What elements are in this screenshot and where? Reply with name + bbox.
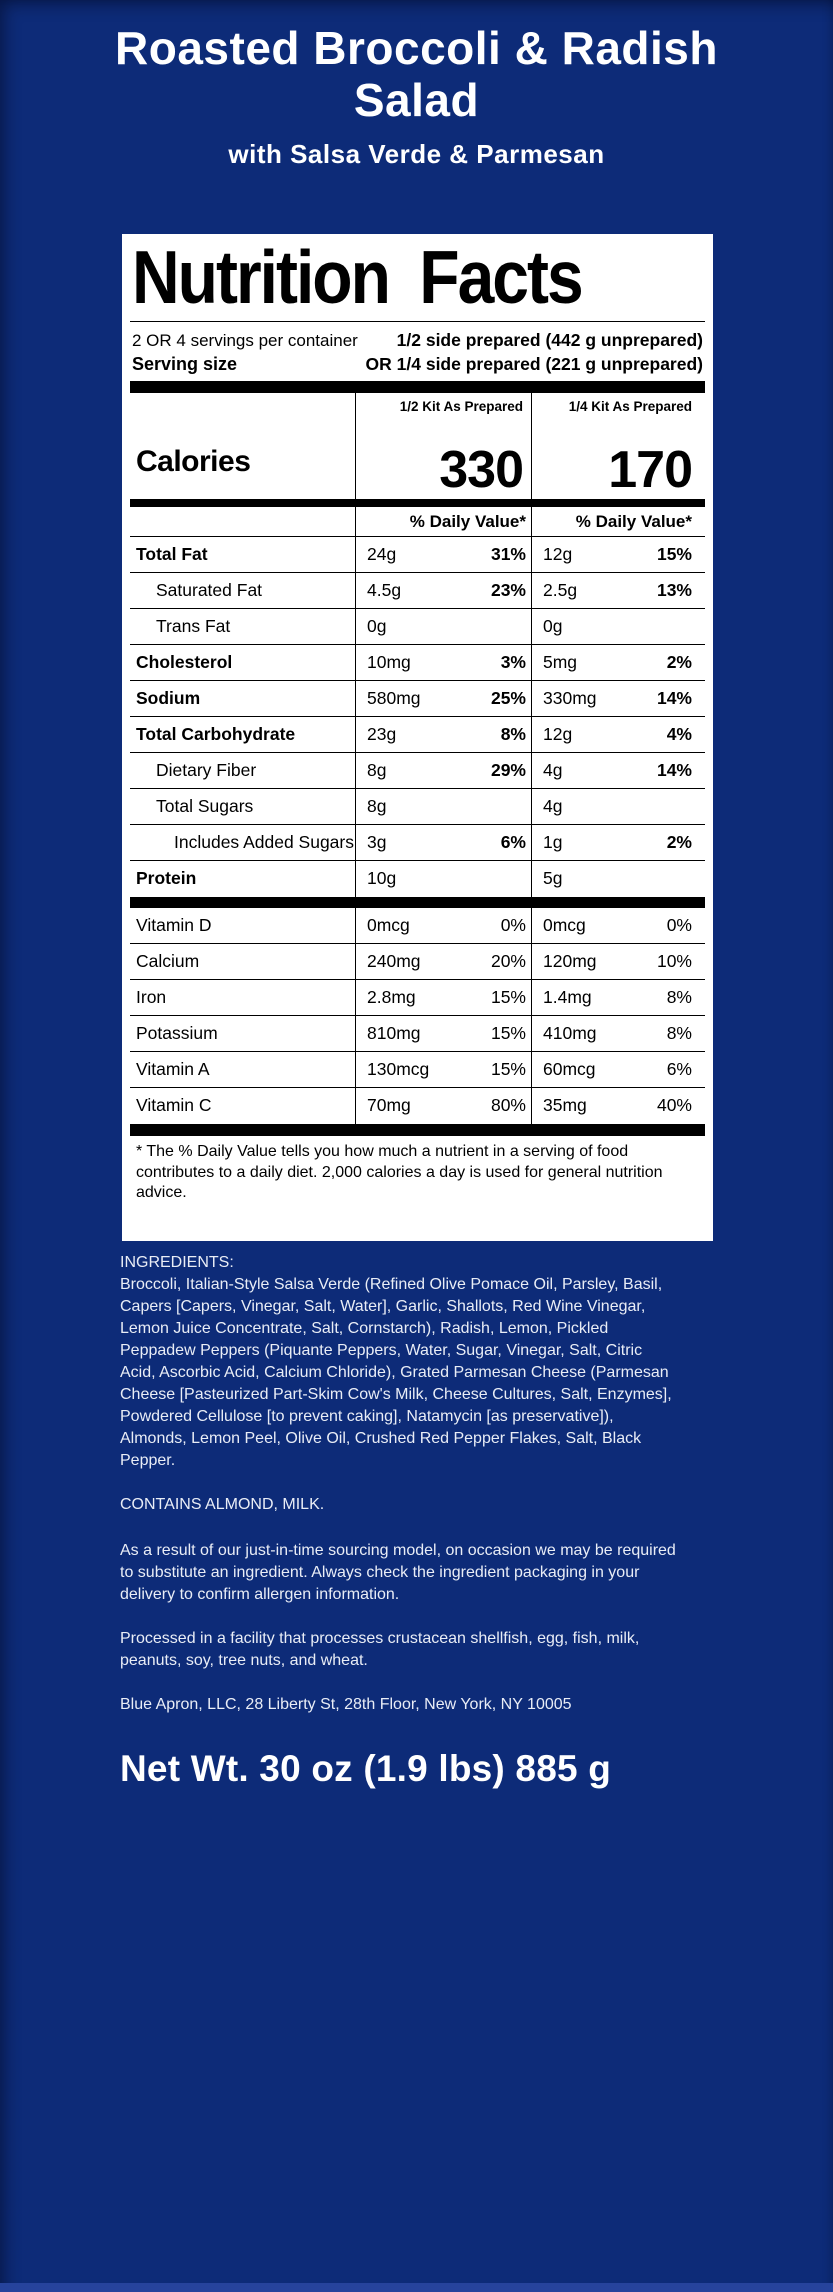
nutrient-col1: [355, 645, 531, 681]
amount: 120mg: [543, 951, 597, 971]
amount: 0g: [543, 616, 563, 636]
nutrient-name: Saturated Fat: [130, 573, 355, 609]
nutrient-name: Calcium: [130, 944, 355, 980]
micronutrient-row-vitamin-d: [130, 908, 705, 944]
bar-segment: [130, 897, 355, 908]
col2-calories-value: 170: [608, 441, 692, 500]
nutrient-row-trans-fat: [130, 609, 705, 645]
nutrient-row-protein: [130, 861, 705, 897]
daily-value: 40%: [656, 1095, 692, 1115]
daily-value: 23%: [490, 580, 526, 600]
nutrient-name: Vitamin A: [130, 1052, 355, 1088]
amount: 70mg: [367, 1095, 411, 1115]
amount: 2.5g: [543, 580, 578, 600]
calories-label: Calories: [136, 445, 251, 478]
amount: 5g: [543, 868, 563, 888]
amount: 60mcg: [543, 1059, 596, 1079]
nutrient-row-total-carbohydrate: [130, 717, 705, 753]
bar-segment: [531, 499, 705, 507]
serving-size-line2: OR 1/4 side prepared (221 g unprepared): [365, 353, 703, 374]
nutrient-name: Total Fat: [130, 537, 355, 573]
amount: 130mcg: [367, 1059, 430, 1079]
amount: 5mg: [543, 652, 578, 672]
nutrient-row-added-sugars: [130, 825, 705, 861]
amount: 2.8mg: [367, 987, 416, 1007]
nutrient-col2: [531, 825, 705, 861]
divider-bar-row: [130, 897, 705, 908]
amount: 0g: [367, 616, 387, 636]
daily-value: 15%: [490, 1023, 526, 1043]
nutrient-col2: [531, 681, 705, 717]
amount: 10mg: [367, 652, 411, 672]
daily-value: 8%: [500, 724, 526, 744]
calories-col1: [355, 393, 531, 499]
daily-value-footnote: * The % Daily Value tells you how much a nutrient in a serving of food contributes to a daily diet. 2,000 calories a day is used for general nutrition advice.: [136, 1143, 663, 1201]
serving-size-value: [366, 329, 703, 376]
nutrient-name: Protein: [136, 868, 197, 888]
bar-segment: [355, 499, 531, 507]
ingredients-heading: INGREDIENTS:: [120, 1254, 234, 1271]
nutrient-col2: [531, 908, 705, 944]
amount: 4g: [543, 760, 563, 780]
nutrient-col2: [531, 789, 705, 825]
substitution-note: As a result of our just-in-time sourcing model, on occasion we may be required to substitute an ingredient. Always check the ingredient packaging in your delivery to confirm allergen information.: [120, 1542, 676, 1603]
nutrient-col2: [531, 944, 705, 980]
amount: 4.5g: [367, 580, 402, 600]
nutrient-name: Potassium: [130, 1016, 355, 1052]
nutrient-col2: [531, 1052, 705, 1088]
amount: 23g: [367, 724, 397, 744]
daily-value: 6%: [500, 832, 526, 852]
micronutrient-row-iron: [130, 980, 705, 1016]
micronutrient-row-potassium: [130, 1016, 705, 1052]
nutrient-name: Includes Added Sugars: [130, 825, 355, 861]
divider-bar-thick: [130, 1124, 705, 1136]
amount: 35mg: [543, 1095, 587, 1115]
nutrient-row-total-fat: [130, 537, 705, 573]
daily-value: 14%: [656, 688, 692, 708]
daily-value: 14%: [656, 760, 692, 780]
nutrient-name: Vitamin D: [130, 908, 355, 944]
empty-cell: [130, 507, 355, 537]
nutrient-name: Vitamin C: [136, 1095, 212, 1115]
nutrient-col1: [355, 980, 531, 1016]
nutrient-name: Total Sugars: [130, 789, 355, 825]
amount: 3g: [367, 832, 387, 852]
daily-value: 3%: [500, 652, 526, 672]
daily-value: 8%: [666, 1023, 692, 1043]
bar-segment: [355, 897, 531, 908]
ingredients-list: Broccoli, Italian-Style Salsa Verde (Refined Olive Pomace Oil, Parsley, Basil, Capers [Capers, Vinegar, Salt, Water], Garlic, Shallots, Red Wine Vinegar, Lemon Juice Concentrate, Salt, Cornstarch), Radish, Lemon, Pickled Peppadew Peppers (Piquante Peppers, Water, Sugar, Vinegar, Salt, Citric Acid, Ascorbic Acid, Calcium Chloride), Grated Parmesan Cheese (Parmesan Cheese [Pasteurized Part-Skim Cow's Milk, Cheese Cultures, Salt, Enzymes], Powdered Cellulose [to prevent caking], Natamycin [as preservative]), Almonds, Lemon Peel, Olive Oil, Crushed Red Pepper Flakes, Salt, Black Pepper.: [120, 1276, 672, 1469]
amount: 12g: [543, 724, 573, 744]
daily-value: 15%: [656, 544, 692, 564]
amount: 0mcg: [367, 915, 410, 935]
micronutrient-row-vitamin-c: [130, 1088, 705, 1124]
nutrient-col2: [531, 645, 705, 681]
daily-value: 80%: [490, 1095, 526, 1115]
col2-dv-header: % Daily Value*: [531, 507, 705, 537]
nutrient-row-total-sugars: [130, 789, 705, 825]
amount: 12g: [543, 544, 573, 564]
amount: 24g: [367, 544, 397, 564]
nutrient-col2: [531, 1016, 705, 1052]
serving-left: [132, 329, 358, 376]
nutrient-name: Sodium: [130, 681, 355, 717]
daily-value: 13%: [656, 580, 692, 600]
nutrient-name: Total Carbohydrate: [130, 717, 355, 753]
nutrient-col1: [355, 789, 531, 825]
nutrient-row-dietary-fiber: [130, 753, 705, 789]
daily-value: 0%: [500, 915, 526, 935]
amount: 8g: [367, 760, 387, 780]
amount: 240mg: [367, 951, 421, 971]
serving-size-line1: 1/2 side prepared (442 g unprepared): [396, 330, 703, 350]
nutrient-col1: [355, 537, 531, 573]
nutrient-col2: [531, 1088, 705, 1124]
serving-size-label: Serving size: [132, 354, 238, 374]
nutrient-col1: [355, 681, 531, 717]
nutrient-col1: [355, 825, 531, 861]
daily-value: 0%: [666, 915, 692, 935]
page-edge-highlight: [0, 2283, 833, 2292]
divider-bar-thick: [130, 381, 705, 393]
daily-value-header-row: [130, 507, 705, 537]
nutrient-col1: [355, 609, 531, 645]
daily-value: 29%: [490, 760, 526, 780]
ingredients-section: [120, 1252, 676, 1716]
servings-per-container: 2 OR 4 servings per container: [132, 331, 358, 350]
divider-bar-row: [130, 499, 705, 507]
amount: 8g: [367, 796, 387, 816]
amount: 1.4mg: [543, 987, 592, 1007]
company-address: Blue Apron, LLC, 28 Liberty St, 28th Floor, New York, NY 10005: [120, 1696, 572, 1713]
nutrient-col1: [355, 861, 531, 897]
allergen-contains-note: CONTAINS ALMOND, MILK.: [120, 1496, 325, 1513]
col1-calories-value: 330: [439, 441, 523, 500]
amount: 4g: [543, 796, 563, 816]
amount: 580mg: [367, 688, 421, 708]
product-subtitle: with Salsa Verde & Parmesan: [228, 138, 605, 169]
nutrient-col1: [355, 717, 531, 753]
nutrient-name: Iron: [130, 980, 355, 1016]
nutrient-row-sodium: [130, 681, 705, 717]
amount: 10g: [367, 868, 397, 888]
bar-segment: [531, 897, 705, 908]
nutrition-facts-title: Nutrition Facts: [132, 234, 582, 320]
product-header: [0, 22, 833, 170]
nutrient-col1: [355, 1052, 531, 1088]
nutrient-row-cholesterol: [130, 645, 705, 681]
daily-value: 2%: [666, 652, 692, 672]
bar-segment: [130, 499, 355, 507]
amount: 330mg: [543, 688, 597, 708]
amount: 1g: [543, 832, 563, 852]
nutrition-facts-panel: [122, 234, 713, 1241]
nutrient-col1: [355, 1088, 531, 1124]
nutrient-col2: [531, 717, 705, 753]
daily-value: 25%: [490, 688, 526, 708]
product-title: Roasted Broccoli & Radish Salad: [115, 22, 718, 127]
calories-row: [130, 393, 705, 499]
nutrient-col2: [531, 537, 705, 573]
col1-dv-header: % Daily Value*: [355, 507, 531, 537]
nutrient-col2: [531, 980, 705, 1016]
nutrient-col1: [355, 753, 531, 789]
daily-value: 20%: [490, 951, 526, 971]
nutrient-col1: [355, 1016, 531, 1052]
daily-value: 8%: [666, 987, 692, 1007]
divider-thin: [130, 321, 705, 322]
daily-value: 15%: [490, 1059, 526, 1079]
col2-header: 1/4 Kit As Prepared: [568, 399, 692, 414]
micronutrient-row-calcium: [130, 944, 705, 980]
daily-value: 4%: [666, 724, 692, 744]
nutrient-col2: [531, 753, 705, 789]
micronutrient-row-vitamin-a: [130, 1052, 705, 1088]
nutrient-col2: [531, 609, 705, 645]
daily-value: 10%: [656, 951, 692, 971]
nutrient-col1: [355, 908, 531, 944]
amount: 0mcg: [543, 915, 586, 935]
daily-value: 2%: [666, 832, 692, 852]
daily-value: 6%: [666, 1059, 692, 1079]
nutrient-col2: [531, 861, 705, 897]
nutrient-col1: [355, 573, 531, 609]
amount: 810mg: [367, 1023, 421, 1043]
daily-value: 15%: [490, 987, 526, 1007]
nutrient-name: Dietary Fiber: [130, 753, 355, 789]
calories-col2: [531, 393, 705, 499]
serving-info: [132, 329, 703, 376]
amount: 410mg: [543, 1023, 597, 1043]
net-weight: Net Wt. 30 oz (1.9 lbs) 885 g: [120, 1748, 612, 1789]
facility-allergen-note: Processed in a facility that processes crustacean shellfish, egg, fish, milk, peanuts, soy, tree nuts, and wheat.: [120, 1630, 640, 1669]
nutrient-name: Trans Fat: [130, 609, 355, 645]
nutrient-name: Cholesterol: [130, 645, 355, 681]
nutrient-col2: [531, 573, 705, 609]
daily-value: 31%: [490, 544, 526, 564]
nutrient-row-saturated-fat: [130, 573, 705, 609]
col1-header: 1/2 Kit As Prepared: [399, 399, 523, 414]
nutrient-col1: [355, 944, 531, 980]
